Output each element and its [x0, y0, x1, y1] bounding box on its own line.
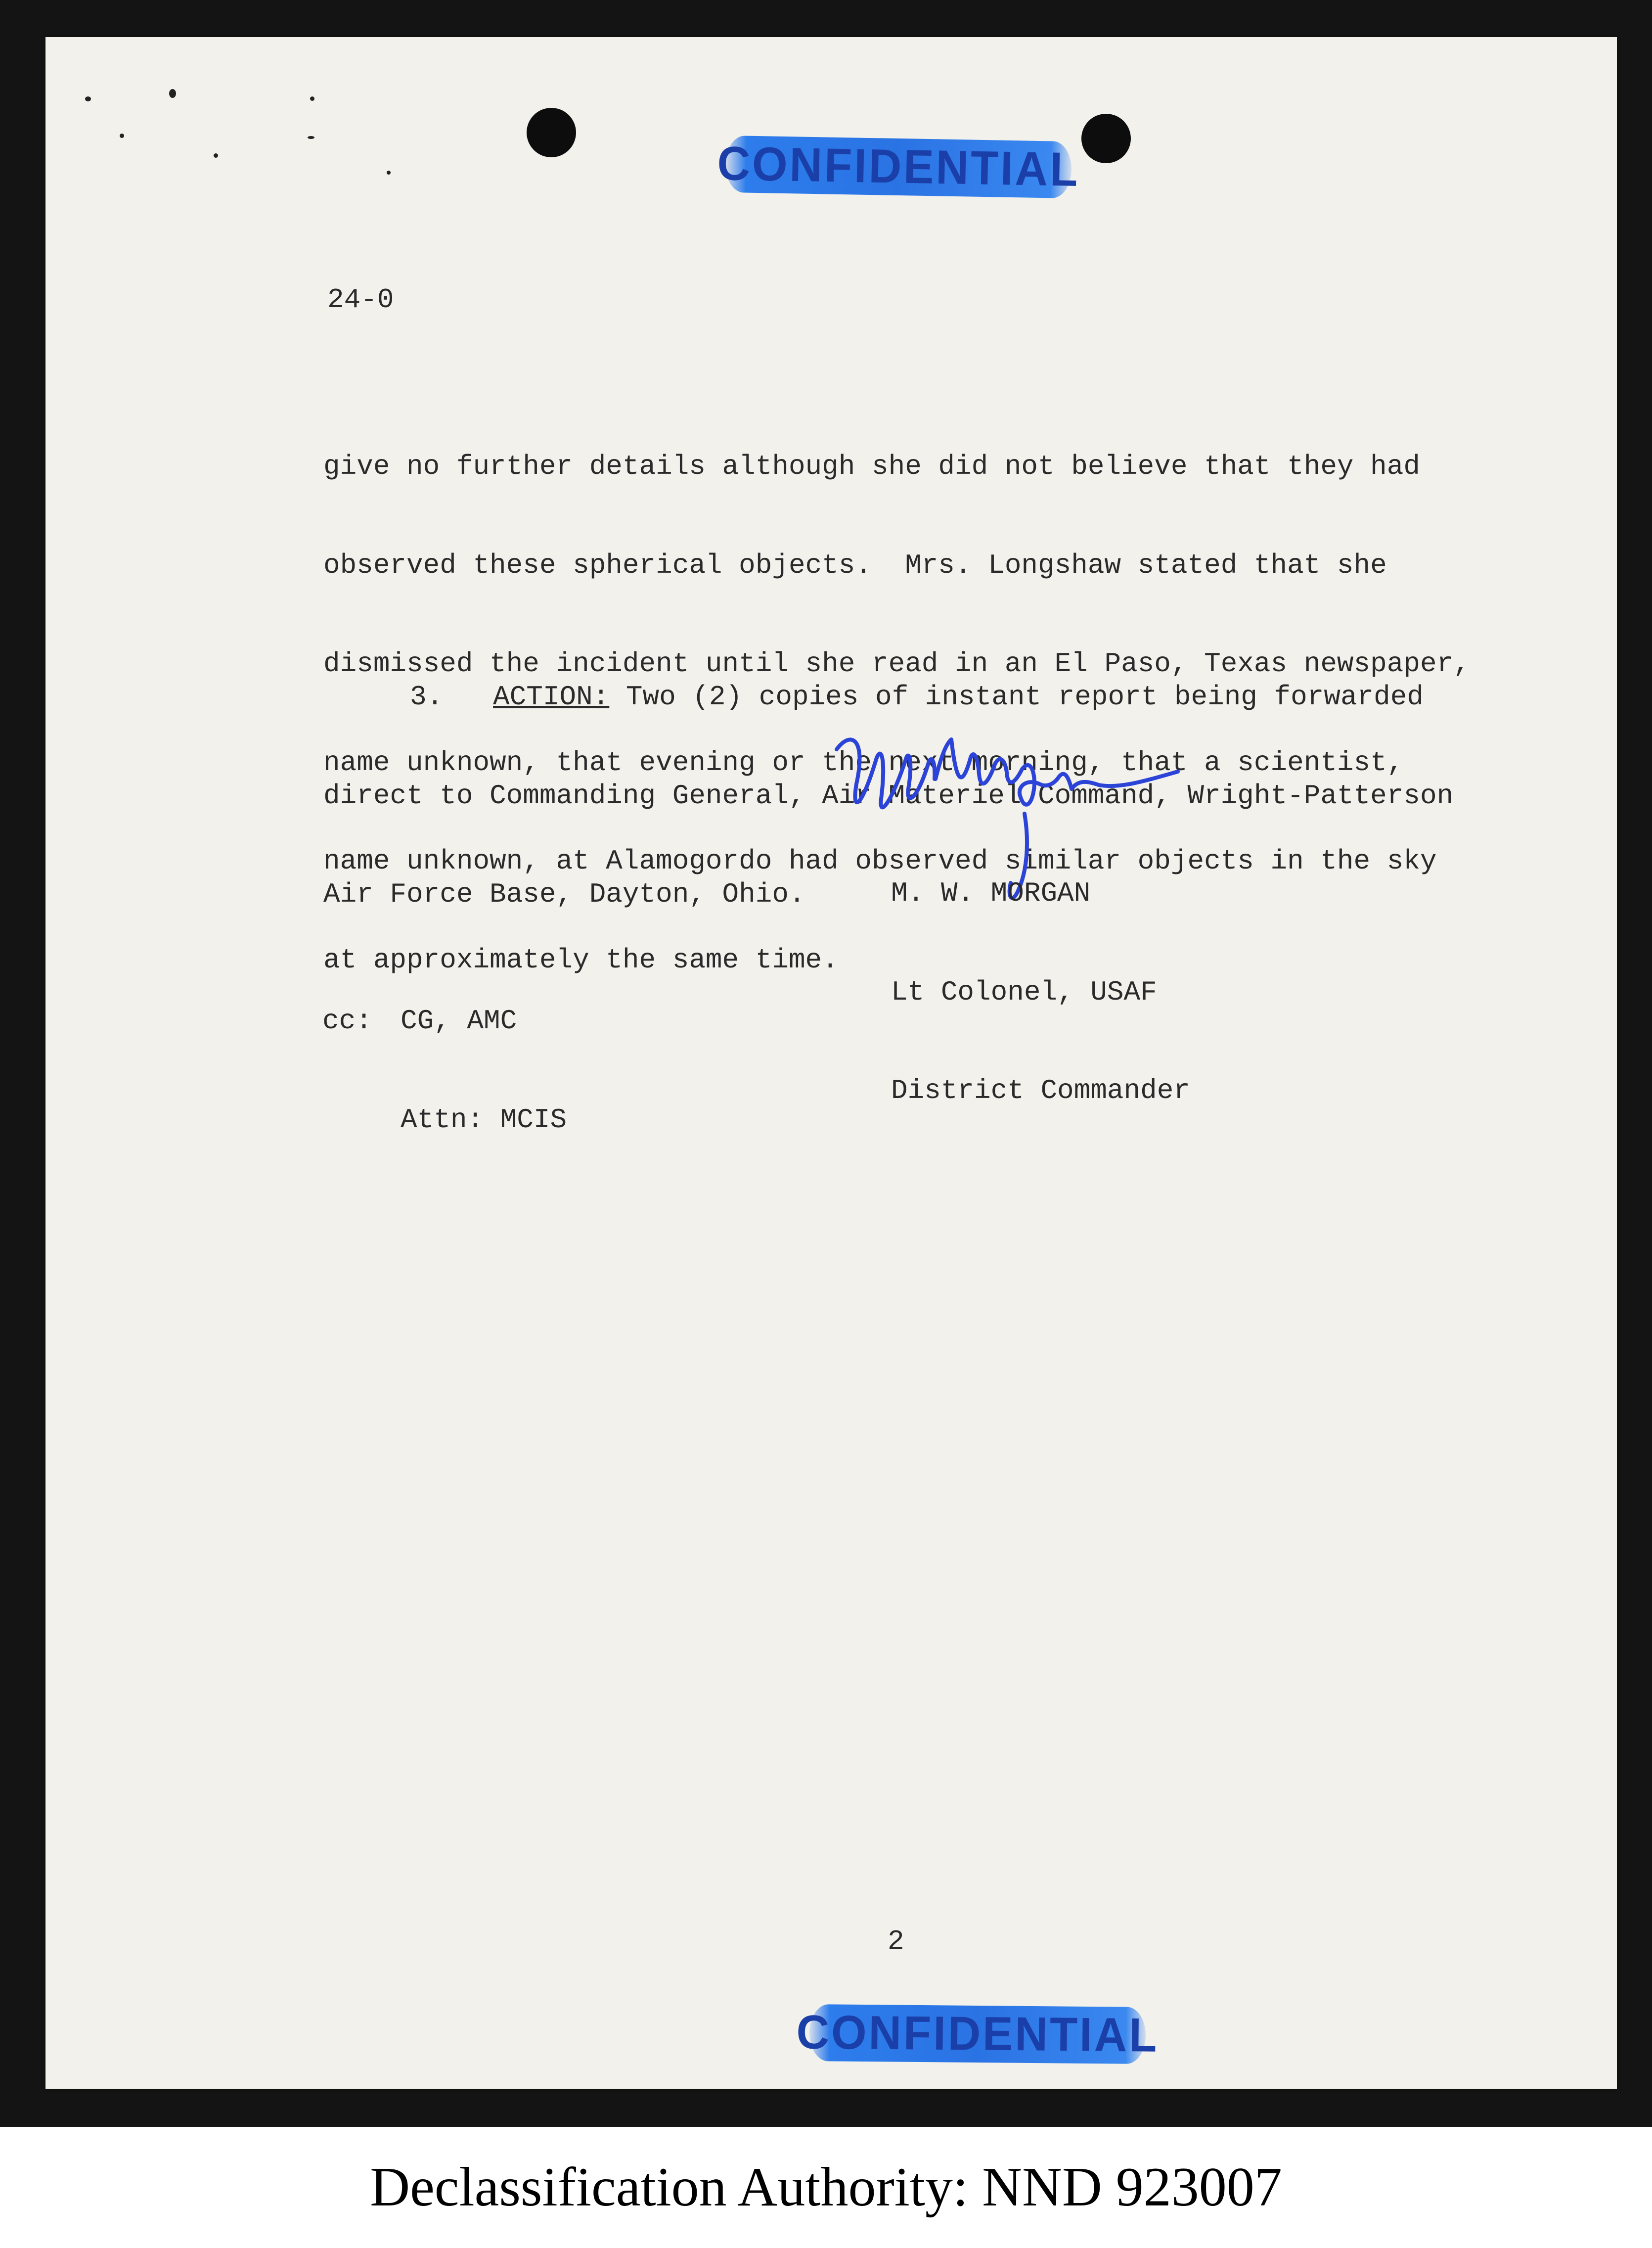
file-reference: 24-0	[327, 284, 394, 316]
action-line-3: Air Force Base, Dayton, Ohio.	[323, 878, 805, 910]
action-number-text: 3.	[410, 681, 444, 713]
cc-recipient: CG, AMC	[401, 1005, 517, 1037]
document-page	[45, 37, 1617, 2089]
classification-label-bottom: CONFIDENTIAL	[796, 2006, 1159, 2062]
action-line-2: direct to Commanding General, Air Materiel Command, Wright-Patterson	[323, 780, 1454, 812]
ink-speck	[387, 171, 391, 175]
signature-block	[891, 811, 1190, 1173]
ink-speck	[310, 96, 314, 101]
ink-speck	[120, 134, 124, 138]
ink-speck	[214, 153, 218, 158]
paragraph-line: at approximately the same time.	[323, 944, 839, 976]
paragraph-line: name unknown, that evening or the next morning, that a scientist,	[323, 746, 1404, 779]
action-line-1	[323, 681, 1453, 714]
action-line-1-rest: Two (2) copies of instant report being forwarded	[609, 681, 1424, 713]
punch-hole-right	[1081, 114, 1131, 163]
action-heading: ACTION:	[493, 681, 610, 713]
declassification-caption: Declassification Authority: NND 923007	[0, 2127, 1652, 2248]
signer-rank: Lt Colonel, USAF	[891, 976, 1157, 1008]
ink-speck	[85, 96, 91, 101]
cc-attention: Attn: MCIS	[401, 1103, 567, 1136]
paragraph-line: observed these spherical objects. Mrs. Longshaw stated that she	[323, 549, 1387, 581]
signer-name: M. W. MORGAN	[891, 877, 1091, 909]
carbon-copy-block	[322, 939, 567, 1202]
ink-speck	[169, 89, 176, 98]
page-number: 2	[888, 1926, 904, 1957]
paragraph-line: dismissed the incident until she read in an El Paso, Texas newspaper,	[323, 648, 1470, 680]
confidential-stamp-top	[716, 136, 1080, 198]
classification-label-top: CONFIDENTIAL	[716, 137, 1080, 196]
paragraph-line: give no further details although she did not believe that they had	[323, 451, 1420, 482]
ink-speck	[308, 136, 314, 139]
confidential-stamp-bottom	[796, 2004, 1159, 2064]
signer-title: District Commander	[891, 1075, 1190, 1106]
punch-hole-left	[527, 108, 576, 157]
paragraph-line: name unknown, at Alamogordo had observed similar objects in the sky	[323, 845, 1437, 877]
cc-label: cc:	[322, 1005, 372, 1037]
